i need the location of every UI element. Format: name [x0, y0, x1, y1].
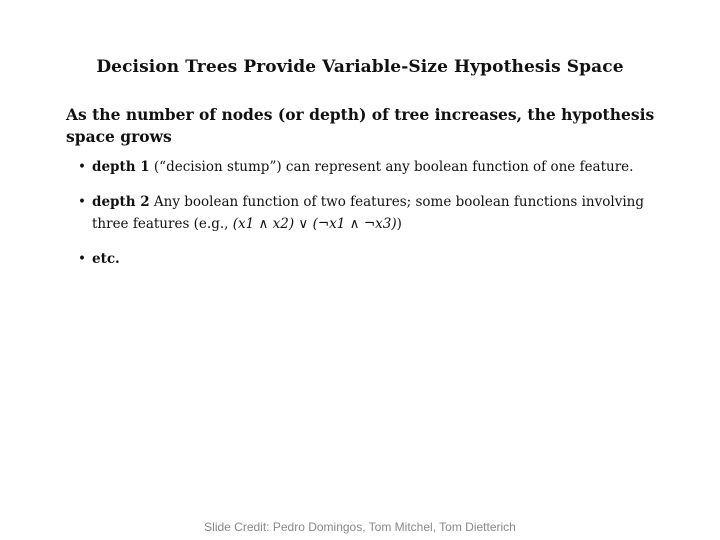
bullet-dot-icon: • [78, 251, 86, 267]
bullet-formula: (x1 ∧ x2) ∨ (¬x1 ∧ ¬x3) [232, 216, 397, 232]
bullet-term: etc. [92, 251, 120, 267]
bullet-depth-1 [80, 156, 670, 178]
bullet-etc [80, 248, 670, 270]
slide-credit: Slide Credit: Pedro Domingos, Tom Mitchel, Tom Dietterich [204, 520, 516, 534]
bullet-dot-icon: • [78, 194, 86, 210]
bullet-text: Any boolean function of two features; some boolean functions involving three features (e.g., [92, 194, 644, 232]
bullet-text-after: ) [396, 216, 402, 232]
intro-text: As the number of nodes (or depth) of tree increases, the hypothesis space grows [66, 105, 655, 146]
bullet-text: (“decision stump”) can represent any boolean function of one feature. [149, 159, 634, 175]
bullet-dot-icon: • [78, 159, 86, 175]
slide-title: Decision Trees Provide Variable-Size Hypothesis Space [96, 57, 624, 77]
bullet-term: depth 2 [92, 194, 150, 210]
bullet-term: depth 1 [92, 159, 150, 175]
bullet-depth-2 [80, 191, 670, 235]
bullet-list [80, 156, 670, 283]
